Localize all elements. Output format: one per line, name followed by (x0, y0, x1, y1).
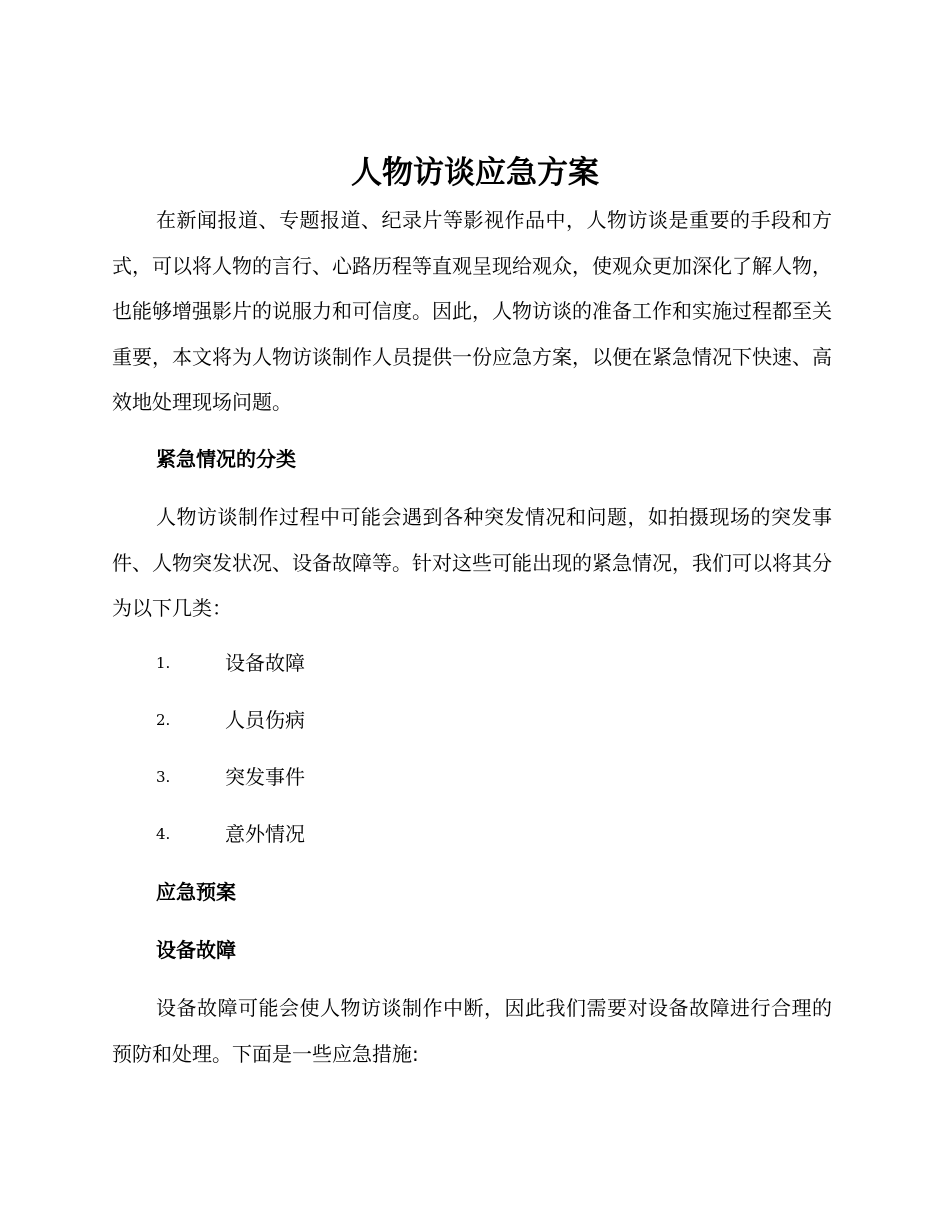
document-title: 人物访谈应急方案 (351, 155, 599, 191)
list-item-text: 突发事件 (225, 765, 305, 789)
list-item (156, 705, 656, 735)
equipment-failure-paragraph: 设备故障可能会使人物访谈制作中断，因此我们需要对设备故障进行合理的预防和处理。下面是一些应急措施: (112, 996, 832, 1066)
subsection-heading-equipment-failure: 设备故障 (156, 938, 236, 962)
list-item (156, 648, 656, 678)
list-item-text: 意外情况 (225, 822, 305, 846)
list-item (156, 762, 656, 792)
list-item-number: 3. (156, 768, 171, 786)
list-item-number: 1. (156, 654, 171, 672)
list-item-text: 人员伤病 (225, 708, 305, 732)
list-item-number: 2. (156, 711, 171, 729)
list-item-text: 设备故障 (225, 651, 305, 675)
emergency-types-paragraph: 人物访谈制作过程中可能会遇到各种突发情况和问题，如拍摄现场的突发事件、人物突发状况、设备故障等。针对这些可能出现的紧急情况，我们可以将其分为以下几类： (112, 505, 832, 620)
section-heading-emergency-types: 紧急情况的分类 (156, 447, 296, 471)
list-item (156, 819, 656, 849)
list-item-number: 4. (156, 825, 171, 843)
intro-paragraph: 在新闻报道、专题报道、纪录片等影视作品中，人物访谈是重要的手段和方式，可以将人物的言行、心路历程等直观呈现给观众，使观众更加深化了解人物，也能够增强影片的说服力和可信度。因此，人物访谈的准备工作和实施过程都至关重要，本文将为人物访谈制作人员提供一份应急方案，以便在紧急情况下快速、高效地处理现场问题。 (112, 208, 832, 414)
section-heading-emergency-plan: 应急预案 (156, 880, 236, 904)
